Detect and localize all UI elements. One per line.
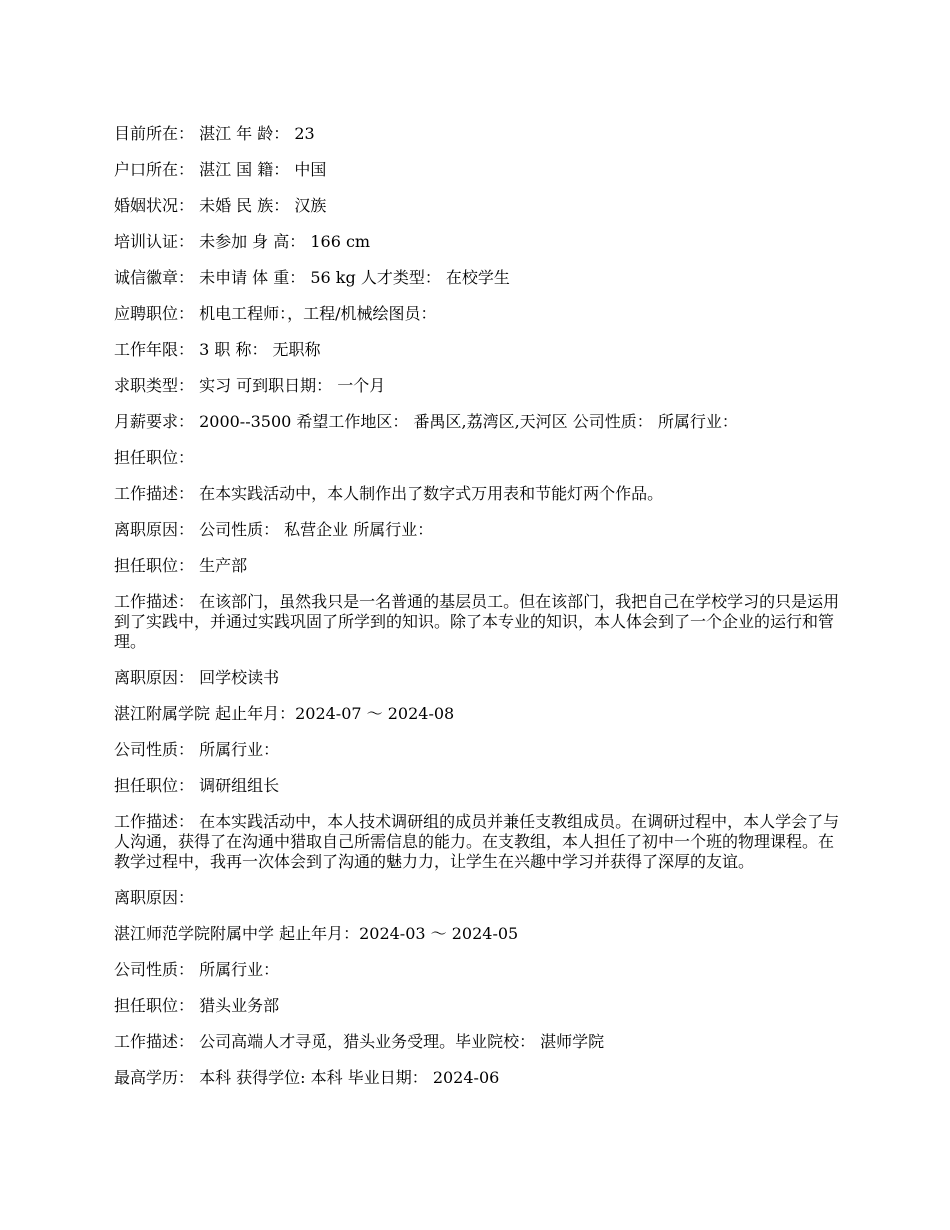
position-1: 担任职位： bbox=[114, 448, 195, 467]
hukou-nationality: 户口所在： 湛江 国 籍： 中国 bbox=[114, 160, 327, 179]
employer-4-period: 湛江师范学院附属中学 起止年月：2024-03 ～ 2024-05 bbox=[114, 924, 519, 943]
description-4-school: 工作描述： 公司高端人才寻觅，猎头业务受理。毕业院校： 湛师学院 bbox=[114, 1032, 605, 1051]
work-years-title: 工作年限： 3 职 称： 无职称 bbox=[114, 340, 321, 359]
applied-position: 应聘职位： 机电工程师：，工程/机械绘图员： bbox=[114, 304, 437, 323]
resume-content bbox=[114, 124, 840, 1104]
position-2: 担任职位： 生产部 bbox=[114, 556, 248, 575]
leave-reason-1: 离职原因： 公司性质： 私营企业 所属行业： bbox=[114, 520, 434, 539]
description-1: 工作描述： 在本实践活动中，本人制作出了数字式万用表和节能灯两个作品。 bbox=[114, 484, 664, 503]
description-2: 工作描述： 在该部门，虽然我只是一名普通的基层员工。但在该部门，我把自己在学校学习的只是运用到了实践中，并通过实践巩固了所学到的知识。除了本专业的知识，本人体会到了一个企业的运行和管理。 bbox=[114, 592, 840, 651]
salary-region: 月薪要求： 2000--3500 希望工作地区： 番禺区,荔湾区,天河区 公司性质： 所属行业： bbox=[114, 412, 738, 431]
description-3: 工作描述： 在本实践活动中，本人技术调研组的成员并兼任支教组成员。在调研过程中，本人学会了与人沟通，获得了在沟通中猎取自己所需信息的能力。在支教组，本人担任了初中一个班的物理课程。在教学过程中，我再一次体会到了沟通的魅力力，让学生在兴趣中学习并获得了深厚的友谊。 bbox=[114, 812, 840, 871]
position-4: 担任职位： 猎头业务部 bbox=[114, 996, 280, 1015]
badge-weight-type: 诚信徽章： 未申请 体 重： 56 kg 人才类型： 在校学生 bbox=[114, 268, 510, 287]
company-nature-4: 公司性质： 所属行业： bbox=[114, 960, 280, 979]
marital-ethnicity: 婚姻状况： 未婚 民 族： 汉族 bbox=[114, 196, 327, 215]
training-height: 培训认证： 未参加 身 高： 166 cm bbox=[114, 232, 371, 251]
education-degree: 最高学历： 本科 获得学位: 本科 毕业日期： 2024-06 bbox=[114, 1068, 500, 1087]
leave-reason-3: 离职原因： bbox=[114, 888, 195, 907]
employer-3-period: 湛江附属学院 起止年月：2024-07 ～ 2024-08 bbox=[114, 704, 455, 723]
company-nature-3: 公司性质： 所属行业： bbox=[114, 740, 280, 759]
leave-reason-2: 离职原因： 回学校读书 bbox=[114, 668, 280, 687]
position-3: 担任职位： 调研组组长 bbox=[114, 776, 280, 795]
job-type-availability: 求职类型： 实习 可到职日期： 一个月 bbox=[114, 376, 386, 395]
current-location-age: 目前所在： 湛江 年 龄： 23 bbox=[114, 124, 315, 143]
